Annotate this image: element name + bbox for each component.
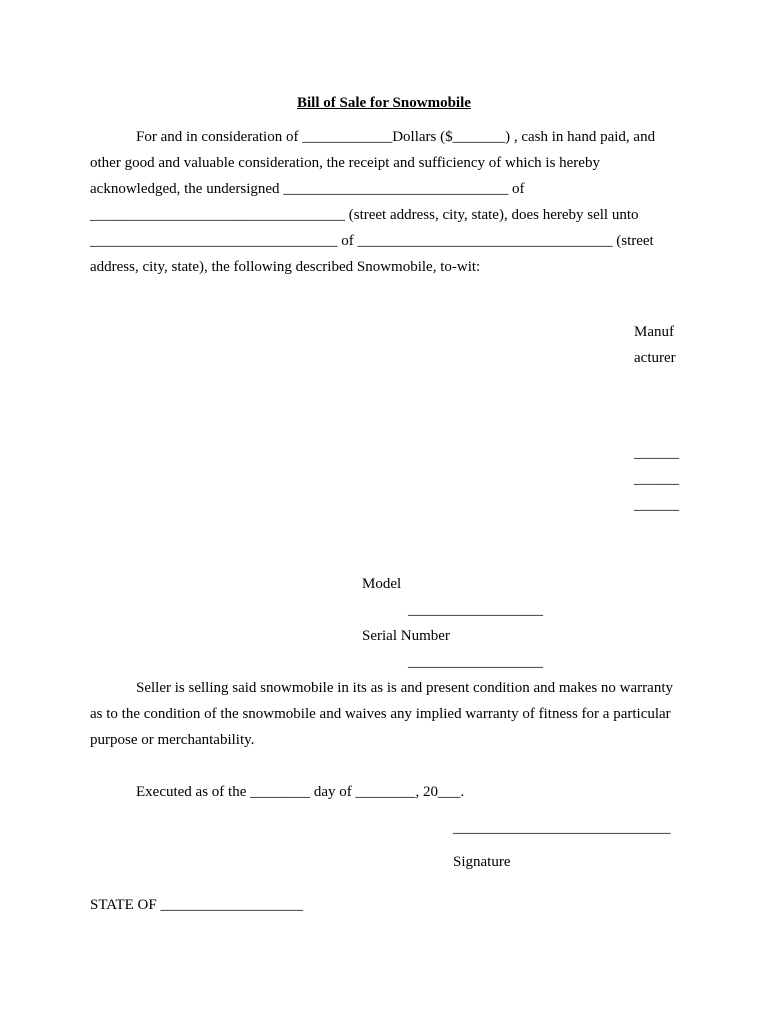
manufacturer-blank-1: ______ [634,445,679,461]
manufacturer-blank-2: ______ [634,471,679,487]
intro-line-5: _________________________________ of __________________________________ (street [90,233,654,249]
intro-line-1: For and in consideration of ____________Dollars ($_______) , cash in hand paid, and [136,129,656,145]
executed-date-line: Executed as of the ________ day of ________, 20___. [136,784,465,800]
model-blank: __________________ [408,602,543,618]
signature-blank: _____________________________ [453,820,671,836]
model-label: Model [362,576,402,592]
signature-label: Signature [453,854,511,870]
intro-line-2: other good and valuable consideration, the receipt and sufficiency of which is hereby [90,155,600,171]
warranty-line-1: Seller is selling said snowmobile in its as is and present condition and makes no warranty [136,680,673,696]
document-title: Bill of Sale for Snowmobile [297,95,471,111]
manufacturer-label-line-1: Manuf [634,324,674,340]
serial-number-label: Serial Number [362,628,450,644]
intro-line-4: __________________________________ (street address, city, state), does hereby sell unto [90,207,639,223]
manufacturer-blank-3: ______ [634,497,679,513]
warranty-line-2: as to the condition of the snowmobile and waives any implied warranty of fitness for a particular [90,706,671,722]
intro-line-6: address, city, state), the following described Snowmobile, to-wit: [90,259,481,275]
intro-line-3: acknowledged, the undersigned ______________________________ of [90,181,525,197]
state-of-line: STATE OF ___________________ [90,897,303,913]
manufacturer-label-line-2: acturer [634,350,676,366]
serial-number-blank: __________________ [408,654,543,670]
warranty-line-3: purpose or merchantability. [90,732,255,748]
